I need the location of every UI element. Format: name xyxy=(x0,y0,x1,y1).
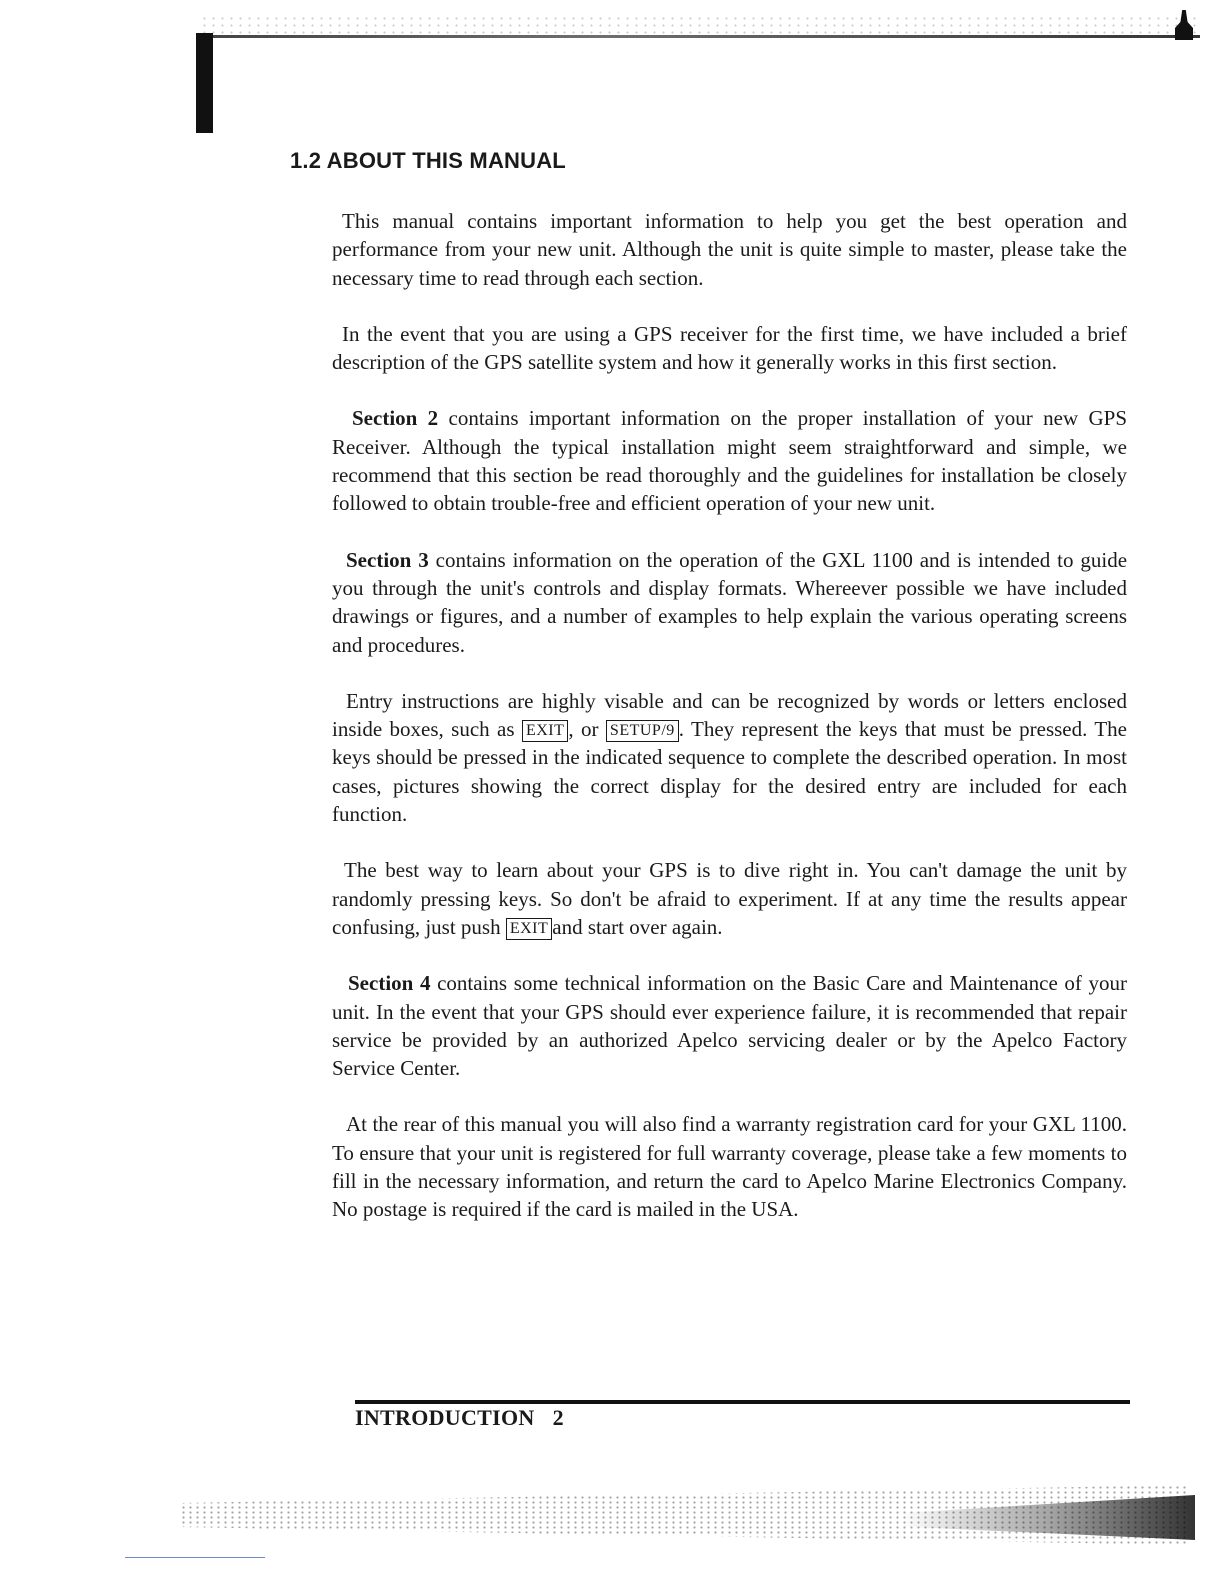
section-label: Section 3 xyxy=(346,547,429,572)
section-label: Section 4 xyxy=(348,971,431,996)
paragraph-text: In the event that you are using a GPS receiver for the first time, we have included a brief description of the GPS satellite system and how it generally works in this first section. xyxy=(332,321,1127,375)
paragraph-gps-first-time xyxy=(332,320,1127,377)
section-label: Section 2 xyxy=(352,406,439,431)
page-footer xyxy=(355,1405,564,1431)
paragraph-section-2 xyxy=(332,404,1127,517)
paragraph-best-way xyxy=(332,856,1127,941)
key-box-exit: EXIT xyxy=(522,720,568,742)
paragraph-text: and start over again. xyxy=(552,914,723,939)
page-number: 2 xyxy=(552,1405,564,1430)
paragraph-text: The best way to learn about your GPS is to dive right in. You can't damage the unit by randomly pressing keys. So don't be afraid to experiment. If at any time the results appear confusing, just push xyxy=(332,858,1127,939)
section-tab-marker xyxy=(196,33,213,133)
key-box-setup: SETUP/9 xyxy=(606,720,679,742)
top-rule xyxy=(200,35,1200,38)
paragraph-warranty xyxy=(332,1110,1127,1223)
paragraph-text: . They represent the keys that must be pressed. The keys should be pressed in the indicated sequence to complete the described operation. In most cases, pictures showing the correct display for the desired entry are included for each function. xyxy=(332,717,1128,827)
paragraph-text: At the rear of this manual you will also find a warranty registration card for your GXL 1100. To ensure that your unit is registered for full warranty coverage, please take a few moments to fill in the necessary information, and return the card to Apelco Marine Electronics Company. No postage is required if the card is mailed in the USA. xyxy=(332,1112,1127,1222)
paragraph-section-3 xyxy=(332,546,1127,659)
body-text xyxy=(332,207,1127,1252)
paragraph-text: This manual contains important information to help you get the best operation and performance from your new unit. Although the unit is quite simple to master, please take the necessary time to read through each section. xyxy=(332,209,1127,290)
footer-rule xyxy=(355,1400,1130,1404)
section-heading: 1.2 ABOUT THIS MANUAL xyxy=(290,148,566,173)
paragraph-text: Entry instructions are highly visable and can be recognized by words or letters enclosed inside boxes, such as xyxy=(332,688,1127,742)
paragraph-section-4 xyxy=(332,969,1127,1082)
paragraph-intro xyxy=(332,207,1127,292)
paragraph-text: contains information on the operation of the GXL 1100 and is intended to guide you through the unit's controls and display formats. Whereever possible we have included drawings or figures, and a number of examples to help explain the various operating screens and procedures. xyxy=(332,547,1128,657)
paragraph-text: contains important information on the proper installation of your new GPS Receiver. Although the typical installation might seem straightforward and simple, we recommend that this section be read thoroughly and the guidelines for installation be closely followed to obtain trouble-free and efficient operation of your new unit. xyxy=(332,406,1127,516)
paragraph-text: , or xyxy=(568,717,599,742)
scan-noise-top xyxy=(200,15,1200,37)
footer-chapter-label: INTRODUCTION xyxy=(355,1405,535,1430)
key-box-exit: EXIT xyxy=(506,918,552,940)
paragraph-text: contains some technical information on the Basic Care and Maintenance of your unit. In the event that your GPS should ever experience failure, it is recommended that repair service be provided by an authorized Apelco servicing dealer or by the Apelco Factory Service Center. xyxy=(332,971,1128,1081)
bottom-edge-line xyxy=(125,1557,265,1558)
paragraph-entry-instructions xyxy=(332,687,1127,828)
